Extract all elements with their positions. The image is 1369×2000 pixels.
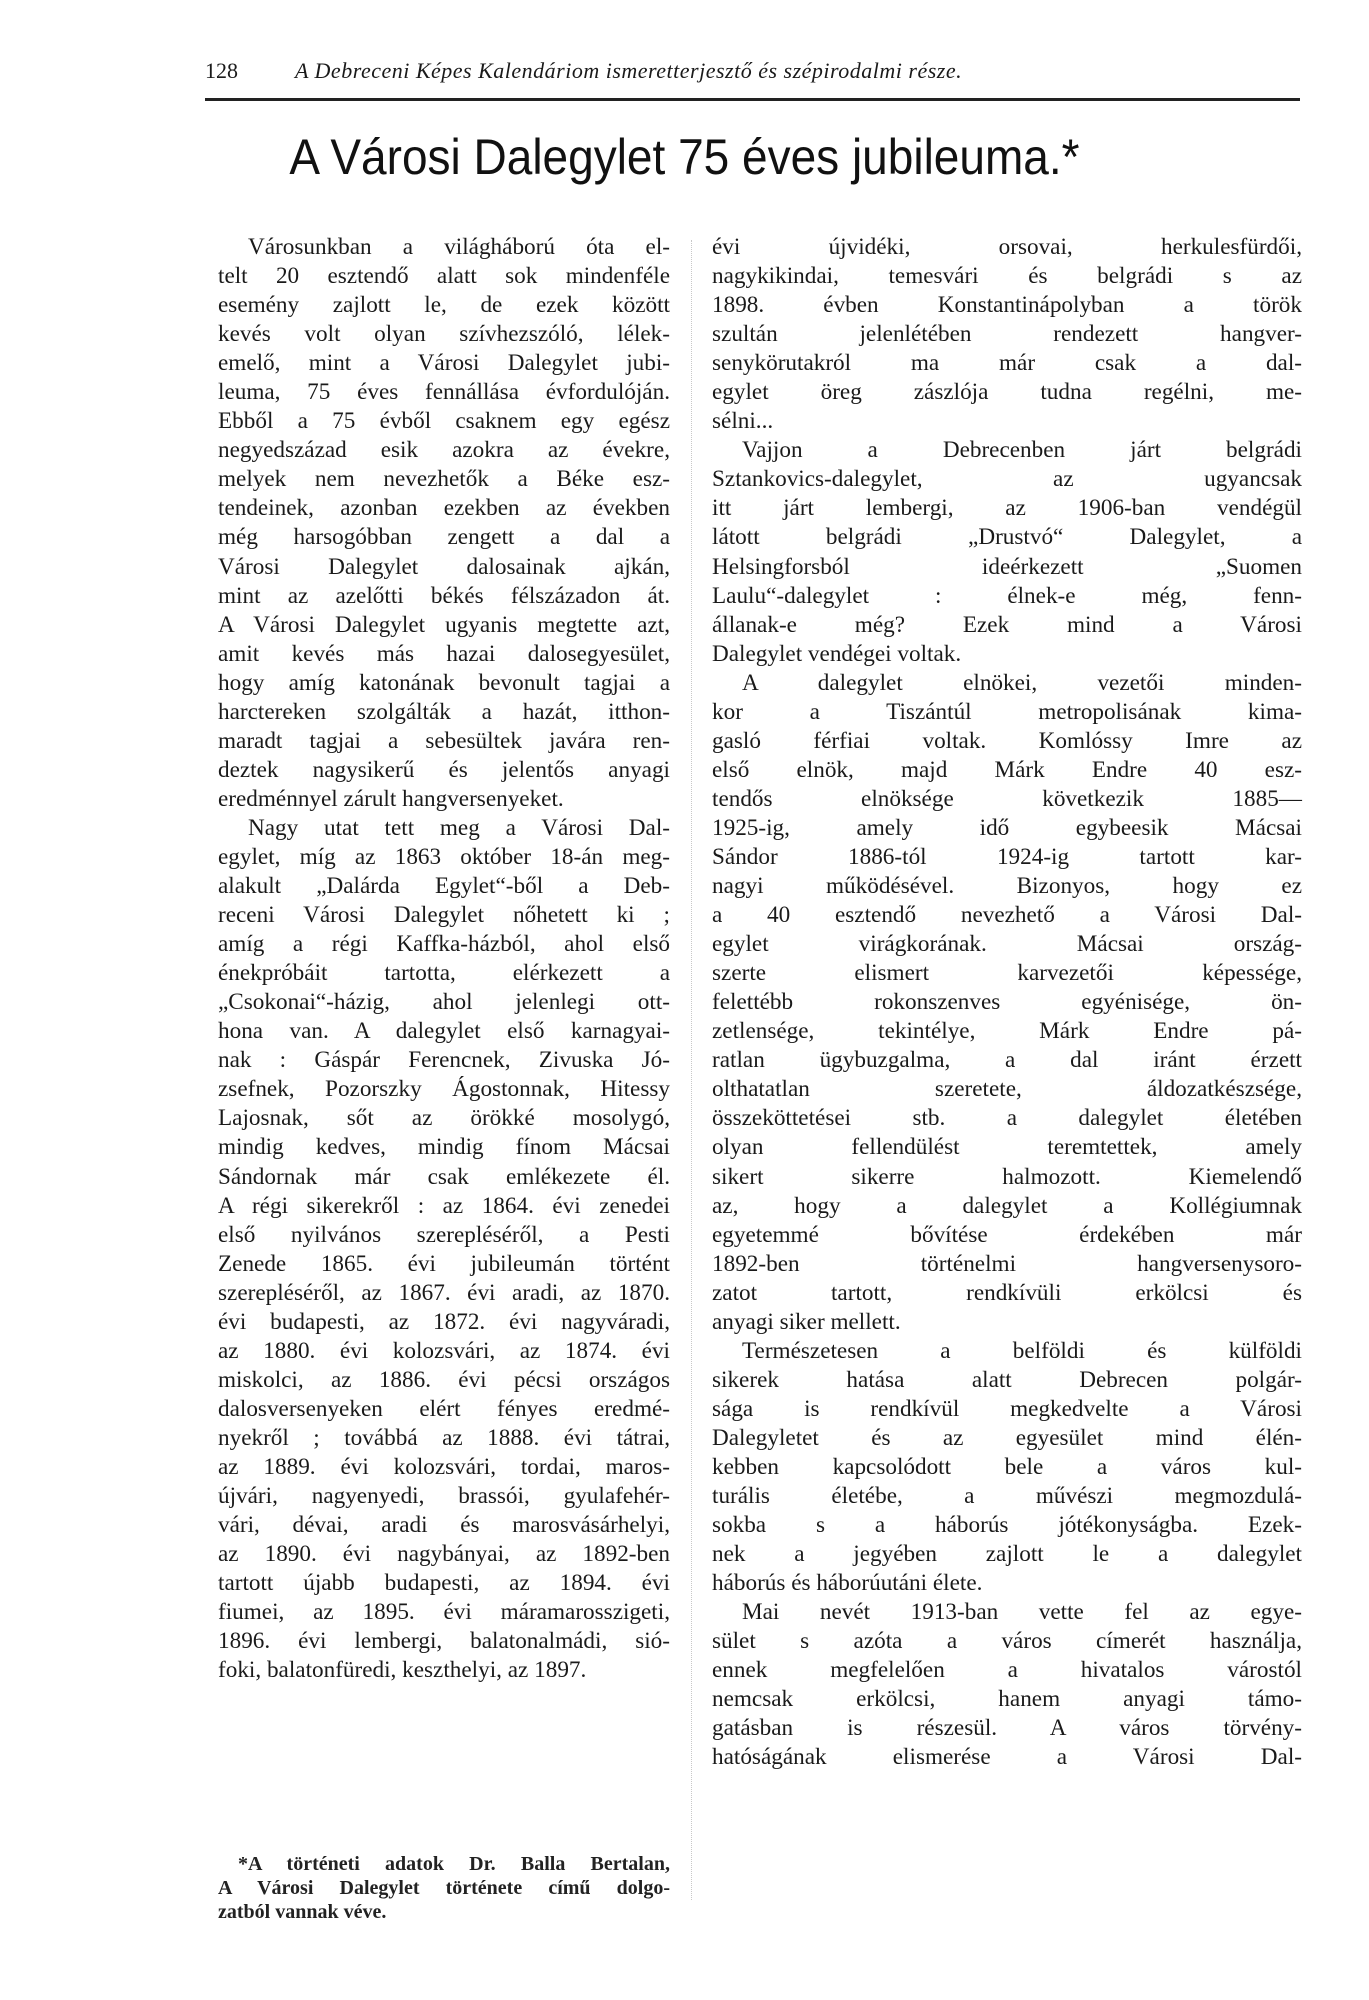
text-line: zetlensége, tekintélye, Márk Endre pá- [712,1018,1302,1045]
text-line: receni Városi Dalegylet nőhetett ki ; [218,902,670,929]
text-line: harctereken szolgálták a hazát, itthon- [218,698,670,725]
text-line: első nyilvános szerepléséről, a Pesti [218,1221,670,1248]
text-line: melyek nem nevezhetők a Béke esz- [218,466,670,493]
text-line: évi újvidéki, orsovai, herkulesfürdői, [712,234,1302,260]
text-line: gasló férfiai voltak. Komlóssy Imre az [712,727,1302,754]
text-line: mint az azelőtti békés félszázadon át. [218,582,670,609]
text-line: sélni... [712,408,774,435]
text-line: még harsogóbban zengett a dal a [218,524,670,551]
text-line: újvári, nagyenyedi, brassói, gyulafehér- [218,1483,670,1510]
text-line: látott belgrádi „Drustvó“ Dalegylet, a [712,524,1302,551]
text-line: sága is rendkívül megkedvelte a Városi [712,1395,1302,1422]
text-line: az 1889. évi kolozsvári, tordai, maros- [218,1453,670,1480]
text-line: Lajosnak, sőt az örökké mosolygó, [218,1105,670,1132]
text-line: összeköttetései stb. a dalegylet életében [712,1105,1302,1132]
text-line: Városunkban a világháború óta el- [248,234,670,260]
text-line: 1898. évben Konstantinápolyban a török [712,292,1302,319]
text-line: Nagy utat tett meg a Városi Dal- [248,814,670,841]
text-line: első elnök, majd Márk Endre 40 esz- [712,756,1302,783]
text-line: foki, balatonfüredi, keszthelyi, az 1897. [218,1657,587,1684]
text-line: hona van. A dalegylet első karnagyai- [218,1018,670,1045]
text-line: kebben kapcsolódott bele a város kul- [712,1453,1302,1480]
text-line: 1892-ben történelmi hangversenysoro- [712,1250,1302,1277]
text-line: dalosversenyeken elért fényes eredmé- [218,1395,670,1422]
text-line: nemcsak erkölcsi, hanem anyagi támo- [712,1686,1302,1713]
text-line: ratlan ügybuzgalma, a dal iránt érzett [712,1047,1302,1074]
text-line: Sándor 1886-tól 1924-ig tartott kar- [712,843,1302,870]
text-line: nagykikindai, temesvári és belgrádi s az [712,263,1302,290]
text-line: amíg a régi Kaffka-házból, ahol első [218,931,670,958]
text-line: A Városi Dalegylet története című dolgo- [218,1877,670,1899]
text-line: zatból vannak véve. [218,1901,387,1923]
text-line: *A történeti adatok Dr. Balla Bertalan, [238,1853,670,1875]
header-rule [205,98,1300,101]
text-line: nek a jegyében zajlott le a dalegylet [712,1541,1302,1568]
text-line: az, hogy a dalegylet a Kollégiumnak [712,1192,1302,1219]
text-line: egylet virágkorának. Mácsai ország- [712,931,1302,958]
text-line: olthatatlan szeretete, áldozatkészsége, [712,1076,1302,1103]
text-line: Zenede 1865. évi jubileumán történt [218,1250,670,1277]
text-line: állanak-e még? Ezek mind a Városi [712,611,1302,638]
running-title: A Debreceni Képes Kalendáriom ismeretterjesztő és szépirodalmi része. [295,58,963,83]
text-line: alakult „Dalárda Egylet“-ből a Deb- [218,873,670,900]
footnote [218,1852,670,1924]
text-line: egyetemmé bővítése érdekében már [712,1221,1302,1248]
left-column [218,233,670,1685]
text-line: maradt tagjai a sebesültek javára ren- [218,727,670,754]
text-line: miskolci, az 1886. évi pécsi országos [218,1366,670,1393]
text-line: esemény zajlott le, de ezek között [218,292,670,319]
text-line: Sztankovics-dalegylet, az ugyancsak [712,466,1302,493]
text-line: sokba s a háborús jótékonyságba. Ezek- [712,1512,1302,1539]
text-line: az 1880. évi kolozsvári, az 1874. évi [218,1337,670,1364]
text-line: tendős elnöksége következik 1885— [712,785,1302,812]
text-line: szerepléséről, az 1867. évi aradi, az 1870. [218,1279,670,1306]
article-title: A Városi Dalegylet 75 éves jubileuma.* [289,129,1080,185]
column-divider [691,240,693,1900]
text-line: sikert sikerre halmozott. Kiemelendő [712,1163,1302,1190]
text-line: „Csokonai“-házig, ahol jelenlegi ott- [218,989,670,1016]
text-line: szerte elismert karvezetői képessége, [712,960,1302,987]
text-line: kevés volt olyan szívhezszóló, lélek- [218,321,670,348]
text-line: szultán jelenlétében rendezett hangver- [712,321,1302,348]
text-line: telt 20 esztendő alatt sok mindenféle [218,263,670,290]
text-line: tartott újabb budapesti, az 1894. évi [218,1570,670,1597]
text-line: Sándornak már csak emlékezete él. [218,1163,670,1190]
text-line: kor a Tiszántúl metropolisának kima- [712,698,1302,725]
text-line: egylet öreg zászlója tudna regélni, me- [712,379,1302,406]
text-line: ennek megfelelően a hivatalos várostól [712,1657,1302,1684]
text-line: hatóságának elismerése a Városi Dal- [712,1744,1302,1771]
text-line: hogy amíg katonának bevonult tagjai a [218,669,670,696]
text-line: fiumei, az 1895. évi máramarosszigeti, [218,1599,670,1626]
text-line: a 40 esztendő nevezhető a Városi Dal- [712,902,1302,929]
text-line: negyedszázad esik azokra az évekre, [218,437,670,464]
text-line: mindig kedves, mindig fínom Mácsai [218,1134,670,1161]
text-line: felettébb rokonszenves egyénisége, ön- [712,989,1302,1016]
text-line: gatásban is részesül. A város törvény- [712,1715,1302,1742]
text-line: A Városi Dalegylet ugyanis megtette azt, [218,611,670,638]
text-line: Mai nevét 1913-ban vette fel az egye- [742,1599,1302,1626]
text-line: sület s azóta a város címerét használja, [712,1628,1302,1655]
text-line: Dalegyletet és az egyesület mind élén- [712,1424,1302,1451]
text-line: vári, dévai, aradi és marosvásárhelyi, [218,1512,670,1539]
text-line: turális életébe, a művészi megmozdulá- [712,1483,1302,1510]
text-line: deztek nagysikerű és jelentős anyagi [218,756,670,783]
text-line: Dalegylet vendégei voltak. [712,640,962,667]
text-line: zatot tartott, rendkívüli erkölcsi és [712,1279,1302,1306]
text-line: 1925-ig, amely idő egybeesik Mácsai [712,814,1302,841]
text-line: Természetesen a belföldi és külföldi [742,1337,1302,1364]
text-line: olyan fellendülést teremtettek, amely [712,1134,1302,1161]
text-line: énekpróbáit tartotta, elérkezett a [218,960,670,987]
text-line: Ebből a 75 évből csaknem egy egész [218,408,670,435]
text-line: emelő, mint a Városi Dalegylet jubi- [218,350,670,377]
text-line: A dalegylet elnökei, vezetői minden- [742,669,1302,696]
text-line: nak : Gáspár Ferencnek, Zivuska Jó- [218,1047,670,1074]
text-line: Helsingforsból ideérkezett „Suomen [712,553,1302,580]
text-line: egylet, míg az 1863 október 18-án meg- [218,843,670,870]
text-line: 1896. évi lembergi, balatonalmádi, sió- [218,1628,670,1655]
text-line: évi budapesti, az 1872. évi nagyváradi, [218,1308,670,1335]
text-line: zsefnek, Pozorszky Ágostonnak, Hitessy [218,1076,670,1103]
text-line: Vajjon a Debrecenben járt belgrádi [742,437,1302,464]
right-column [712,233,1302,1772]
text-line: leuma, 75 éves fennállása évfordulóján. [218,379,670,406]
text-line: tendeinek, azonban ezekben az években [218,495,670,522]
text-line: eredménnyel zárult hangversenyeket. [218,785,564,812]
text-line: A régi sikerekről : az 1864. évi zenedei [218,1192,670,1219]
running-header [205,58,1300,98]
text-line: Laulu“-dalegylet : élnek-e még, fenn- [712,582,1302,609]
text-line: Városi Dalegylet dalosainak ajkán, [218,553,670,580]
text-line: háborús és háborúutáni élete. [712,1570,983,1597]
text-line: nagyi működésével. Bizonyos, hogy ez [712,873,1302,900]
page-number: 128 [205,58,238,83]
text-line: sikerek hatása alatt Debrecen polgár- [712,1366,1302,1393]
text-line: anyagi siker mellett. [712,1308,901,1335]
text-line: az 1890. évi nagybányai, az 1892-ben [218,1541,670,1568]
text-line: itt járt lembergi, az 1906-ban vendégül [712,495,1302,522]
text-line: senykörutakról ma már csak a dal- [712,350,1302,377]
text-line: nyekről ; továbbá az 1888. évi tátrai, [218,1424,670,1451]
text-line: amit kevés más hazai dalosegyesület, [218,640,670,667]
